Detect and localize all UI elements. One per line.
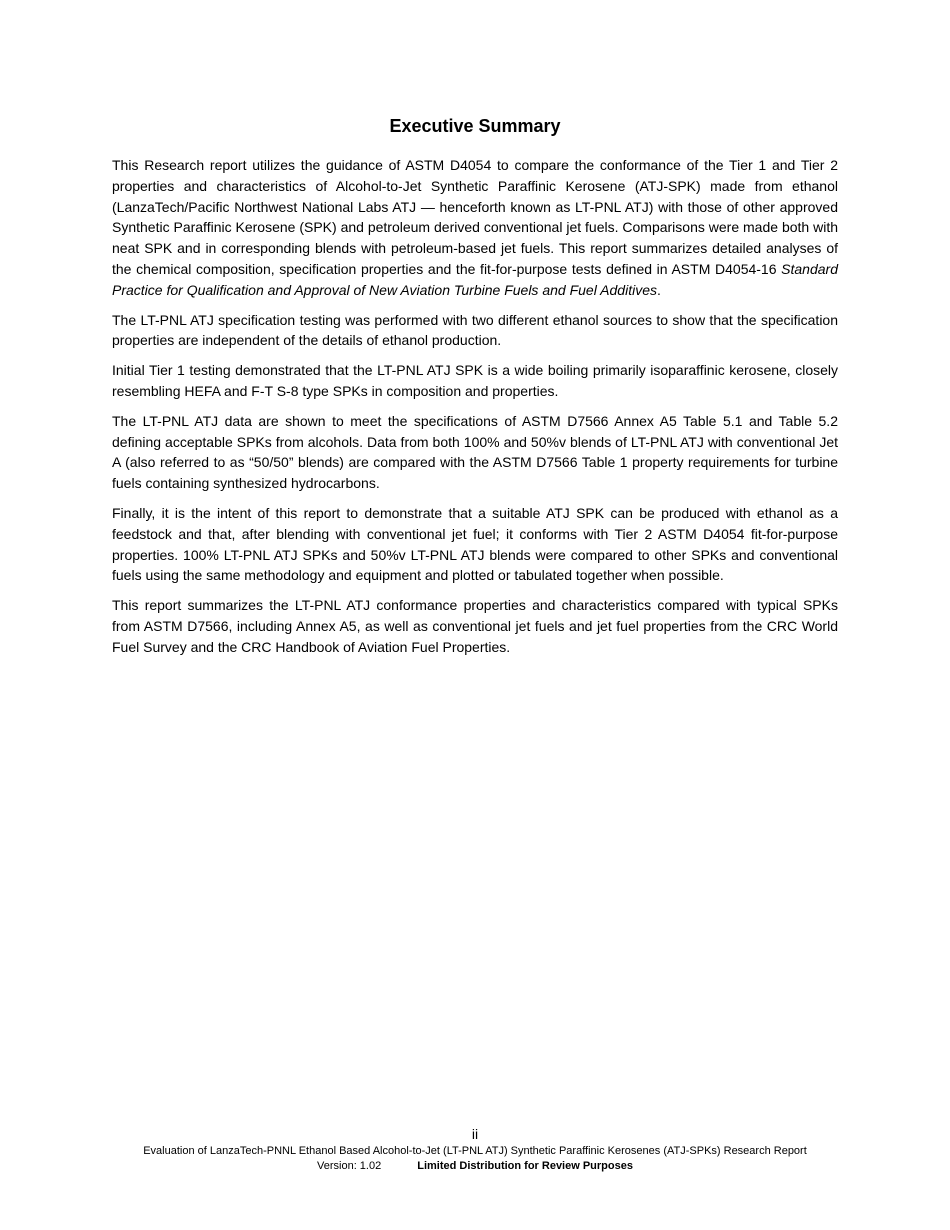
- summary-paragraph-6: This report summarizes the LT-PNL ATJ conformance properties and characteristics compared with typical SPKs from ASTM D7566, including Annex A5, as well as conventional jet fuels and jet fuel properties from the CRC World Fuel Survey and the CRC Handbook of Aviation Fuel Properties.: [112, 597, 838, 655]
- summary-paragraph-3: Initial Tier 1 testing demonstrated that the LT-PNL ATJ SPK is a wide boiling primarily isoparaffinic kerosene, closely resembling HEFA and F-T S-8 type SPKs in composition and properties.: [112, 362, 838, 399]
- page-content: [112, 115, 838, 667]
- paragraph-1-text: This Research report utilizes the guidance of ASTM D4054 to compare the conformance of the Tier 1 and Tier 2 properties and characteristics of Alcohol-to-Jet Synthetic Paraffinic Kerosene (ATJ-SPK) made from ethanol (LanzaTech/Pacific Northwest National Labs ATJ — henceforth known as LT-PNL ATJ) with those of other approved Synthetic Paraffinic Kerosene (SPK) and petroleum derived conventional jet fuels. Comparisons were made both with neat SPK and in corresponding blends with petroleum-based jet fuels. This report summarizes detailed analyses of the chemical composition, specification properties and the fit-for-purpose tests defined in ASTM D4054-16: [112, 157, 838, 277]
- paragraph-1-end: .: [656, 281, 661, 298]
- page-title: Executive Summary: [389, 116, 561, 136]
- footer-version-row: [0, 1159, 950, 1173]
- summary-paragraph-1: [112, 155, 838, 301]
- summary-paragraph-2: The LT-PNL ATJ specification testing was performed with two different ethanol sources to show that the specification properties are independent of the details of ethanol production.: [112, 311, 838, 349]
- footer-report-title: Evaluation of LanzaTech-PNNL Ethanol Based Alcohol-to-Jet (LT-PNL ATJ) Synthetic Paraffinic Kerosenes (ATJ-SPKs) Research Report: [143, 1145, 807, 1157]
- footer-version: Version: 1.02: [317, 1160, 382, 1172]
- page-number: ii: [471, 1126, 479, 1142]
- footer-distribution: Limited Distribution for Review Purposes: [417, 1160, 633, 1172]
- summary-paragraph-5: Finally, it is the intent of this report to demonstrate that a suitable ATJ SPK can be produced with ethanol as a feedstock and that, after blending with conventional jet fuel; it conforms with Tier 2 ASTM D4054 fit-for-purpose properties. 100% LT-PNL ATJ SPKs and 50%v LT-PNL ATJ blends were compared to other SPKs and conventional fuels using the same methodology and equipment and plotted or tabulated together when possible.: [112, 504, 838, 584]
- paragraph-1-italic-title: Standard Practice for Qualification and Approval of New Aviation Turbine Fuels and Fuel Additives: [112, 260, 838, 298]
- summary-paragraph-4: The LT-PNL ATJ data are shown to meet the specifications of ASTM D7566 Annex A5 Table 5.1 and Table 5.2 defining acceptable SPKs from alcohols. Data from both 100% and 50%v blends of LT-PNL ATJ with conventional Jet A (also referred to as “50/50” blends) are compared with the ASTM D7566 Table 1 property requirements for turbine fuels containing synthesized hydrocarbons.: [112, 412, 838, 492]
